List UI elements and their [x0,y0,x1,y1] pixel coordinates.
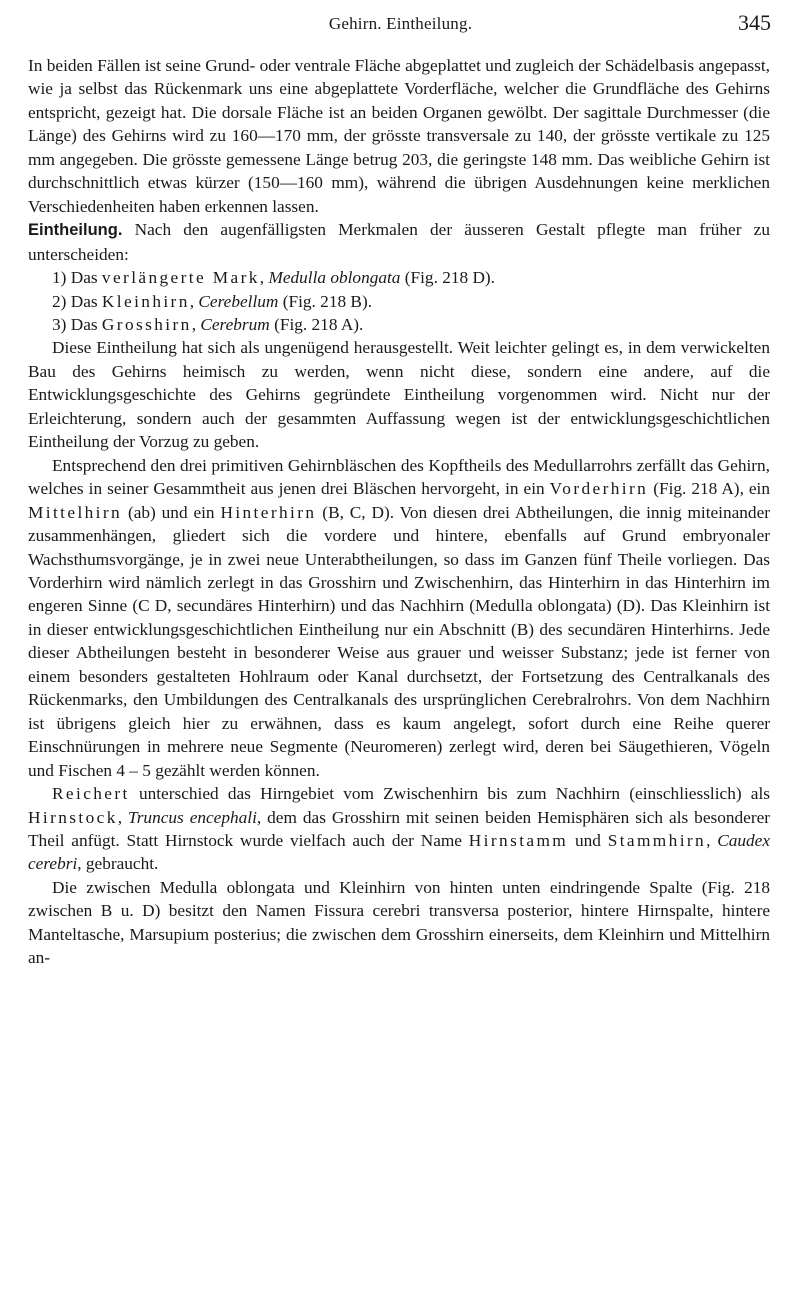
list-item [28,290,770,313]
page-number: 345 [738,10,771,35]
page-header [0,8,801,38]
term-hinterhirn: Hinterhirn [220,502,317,522]
list-item [28,313,770,336]
list-term: Kleinhirn [101,291,190,311]
paragraph-hirnstock [28,782,770,876]
term-vorderhirn: Vorderhirn [549,479,649,499]
text-run: Entsprechend den drei primitiven Gehirnbläschen des Kopftheils des Medullarrohrs zerfällt das Gehirn, welches in seiner Gesammtheit aus jenen drei Bläschen hervorgeht, in ein [28,455,770,499]
term-stammhirn: Stammhirn [607,830,707,850]
paragraph-embryology [28,454,770,782]
text-run: , gebraucht. [77,854,159,874]
list-sep: , [189,291,199,311]
list-ref: (Fig. 218 B). [278,291,373,311]
list-ref: (Fig. 218 A). [269,314,364,334]
term-caudex: Caudex cerebri [28,830,771,874]
list-number: 3) Das [52,314,102,334]
term-mittelhirn: Mittelhirn [28,502,123,522]
paragraph-critique: Diese Eintheilung hat sich als ungenügend herausgestellt. Weit leichter gelingt es, in dem verwickelten Bau des Gehirns heimisch zu werden, wenn nicht diese, sondern eine andere, auf die Entwicklungsgeschichte des Gehirns gegründete Eintheilung vorgenommen wird. Nicht nur der Erleichterung, sondern auch der gesammten Auffassung wegen ist der entwicklungsgeschichtlichen Eintheilung der Vorzug zu geben. [28,338,770,452]
section-intro: Nach den augenfälligsten Merkmalen der äusseren Gestalt pflegte man früher zu unterscheiden: [28,220,770,264]
text-run: und [568,830,608,850]
text-run: (B, C, D). Von diesen drei Abtheilungen, die innig miteinander zusammenhängen, gliedert sich die vordere und hintere, ebenfalls auf Grund embryonaler Wachsthumsvorgänge, je in zwei neue Unterabtheilungen, so dass im Ganzen fünf Theile vorliegen. Das Vorderhirn wird nämlich zerlegt in das Grosshirn und Zwischenhirn, das Hinterhirn in das Hinterhirn im engeren Sinne (C D, secundäres Hinterhirn) und das Nachhirn (Medulla oblongata) (D). Das Kleinhirn ist in dieser entwicklungsgeschichtlichen Eintheilung nur ein Abschnitt (B) des secundären Hinterhirns. Jede dieser Abtheilungen besteht in besonderer Weise aus grauer und weisser Substanz; jede ist ferner von einem besonders gestalteten Hohlraum oder Kanal durchsetzt, der Fortsetzung des Centralkanals des Rückenmarks, den Umbildungen des Centralkanals des ursprünglichen Cerebralrohrs. Von dem Nachhirn ist übrigens gleich hier zu erwähnen, dass es kaum angelegt, sofort durch eine Reihe querer Einschnürungen in mehrere neue Segmente (Neuromeren) zerlegt wird, deren bei Säugethieren, Vögeln und Fischen 4 – 5 gezählt werden können. [28,502,770,780]
text-run: , dem das Grosshirn mit seinen beiden Hemisphären sich als besonderer Theil anfügt. Statt Hirnstock wurde vielfach auch der Name [28,807,770,850]
text-run: (ab) und ein [122,502,221,522]
list-item [28,266,770,289]
text-run: , [706,830,718,850]
list-number: 2) Das [52,291,102,311]
section-heading: Eintheilung. [28,221,123,240]
list-latin: Cerebellum [198,291,279,311]
author-reichert: Reichert [52,784,130,804]
list-latin: Medulla oblongata [268,268,401,288]
list-latin: Cerebrum [200,314,270,334]
term-hirnstock: Hirnstock [28,807,118,827]
paragraph-eintheilung [28,218,770,266]
list-term: Grosshirn [101,314,192,334]
text-run: , [117,807,129,827]
list-term: verlängerte Mark [101,268,260,288]
term-hirnstamm: Hirnstamm [468,830,569,850]
term-truncus: Truncus encephali [128,807,257,827]
list-ref: (Fig. 218 D). [400,268,496,288]
list-number: 1) Das [52,268,102,288]
text-run: unterschied das Hirngebiet vom Zwischenhirn bis zum Nachhirn (einschliesslich) als [129,784,770,804]
paragraph-fissura: Die zwischen Medulla oblongata und Kleinhirn von hinten unten eindringende Spalte (Fig. 218 zwischen B u. D) besitzt den Namen Fissura cerebri transversa posterior, hintere Hirnspalte, hintere Manteltasche, Marsupium posterius; die zwischen dem Grosshirn einerseits, dem Kleinhirn und Mittelhirn an- [28,877,770,968]
body-text [28,54,770,970]
list-sep: , [191,314,201,334]
paragraph-dimensions: In beiden Fällen ist seine Grund- oder ventrale Fläche abgeplattet und zugleich der Schädelbasis angepasst, wie ja selbst das Rückenmark uns eine abgeplattete Vorderfläche, welcher die Grundfläche des Gehirns entspricht, gezeigt hat. Die dorsale Fläche ist an beiden Organen gewölbt. Der sagittale Durchmesser (die Länge) des Gehirns wird zu 160—170 mm, der grösste transversale zu 140, der grösste vertikale zu 125 mm angegeben. Die grösste gemessene Länge betrug 203, die geringste 148 mm. Das weibliche Gehirn ist durchschnittlich etwas kürzer (150—160 mm), während die übrigen Ausdehnungen keine merklichen Verschiedenheiten haben erkennen lassen. [28,56,770,216]
running-head: Gehirn. Eintheilung. [328,14,473,33]
list-sep: , [259,268,269,288]
text-run: (Fig. 218 A), ein [648,479,771,499]
